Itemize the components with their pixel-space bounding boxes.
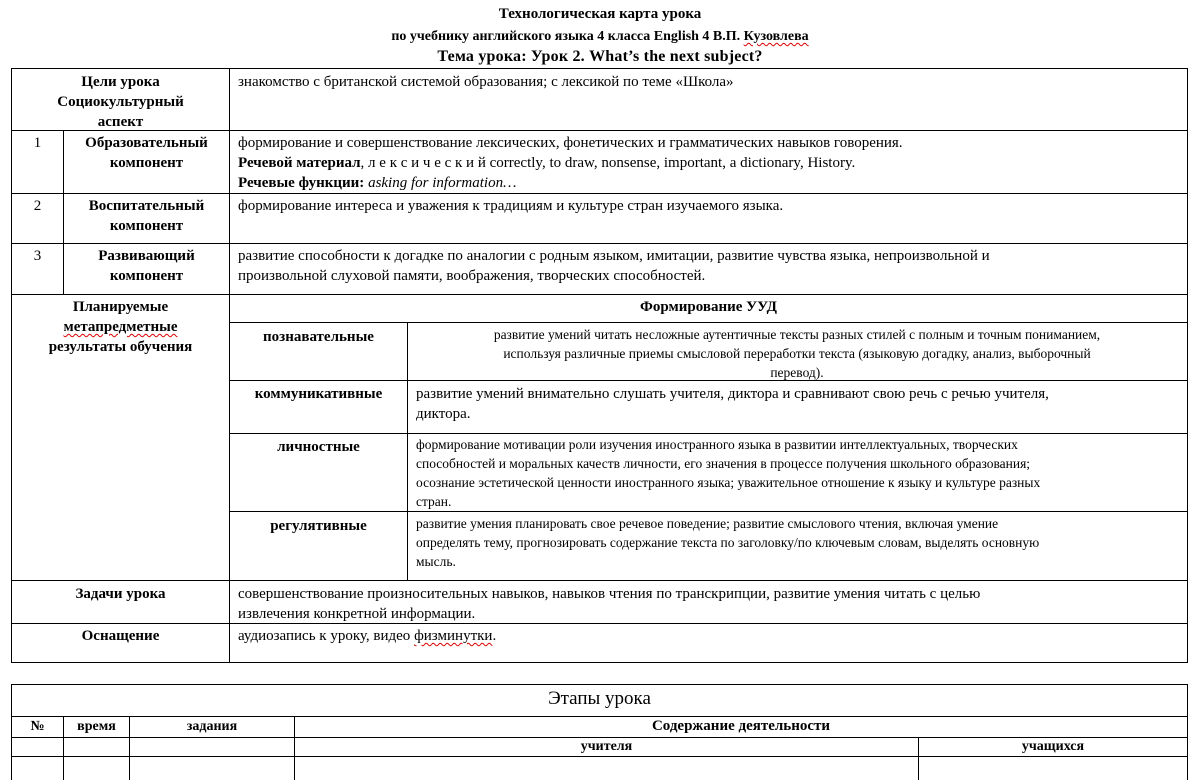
component-text-line: развитие способности к догадке по аналогии с родным языком, имитации, развитие чувства языка, непроизвольной и xyxy=(238,248,990,264)
component-label-line: Развивающий xyxy=(98,248,195,264)
component-number: 2 xyxy=(33,198,42,214)
component-content xyxy=(238,133,1183,193)
table-border-right xyxy=(1187,68,1188,663)
row-divider xyxy=(11,294,1188,295)
component-label-line: компонент xyxy=(109,155,184,171)
component-label-line: компонент xyxy=(109,268,184,284)
component-number: 1 xyxy=(33,135,42,151)
row-divider xyxy=(11,193,1188,194)
uud-regulatory-text xyxy=(416,514,1182,571)
speech-material-label: Речевой материал xyxy=(238,155,361,171)
equipment-text-word: физминутки xyxy=(414,628,493,644)
stages-divider xyxy=(11,756,1188,757)
uud-row-divider xyxy=(229,433,1188,434)
tasks-label: Задачи урока xyxy=(75,586,166,602)
stages-sub-teacher: учителя xyxy=(580,739,633,754)
uud-communicative-text xyxy=(416,384,1182,424)
uud-text-line: используя различные приемы смысловой переработки текста (языковую догадку, анализ, выборочный xyxy=(503,346,1091,361)
uud-text-line: развитие умений читать несложные аутентичные тексты разных стилей с полным и точным пониманием, xyxy=(493,327,1101,342)
uud-text-line: диктора. xyxy=(416,406,471,422)
uud-text-line: мысль. xyxy=(416,554,456,569)
table-border-bottom xyxy=(11,662,1188,663)
uud-text-line: осознание эстетической ценности иностранного языка; уважительное отношение к языку и культуре разных xyxy=(416,475,1041,490)
planned-label-line: Планируемые xyxy=(72,299,169,315)
stages-col-content: Содержание деятельности xyxy=(651,718,831,734)
speech-material xyxy=(238,153,1183,173)
table-border-left xyxy=(11,68,12,663)
lesson-topic: Тема урока: Урок 2. What’s the next subject? xyxy=(437,48,763,65)
component-text: формирование интереса и уважения к традициям и культуре стран изучаемого языка. xyxy=(238,198,784,214)
planned-label-word: метапредметные xyxy=(63,319,178,335)
stages-title: Этапы урока xyxy=(548,688,651,709)
stages-col-number: № xyxy=(30,719,45,734)
stages-col-time: время xyxy=(77,719,116,734)
uud-regulatory-label: регулятивные xyxy=(270,518,367,534)
equipment-text-prefix: аудиозапись к уроку, видео xyxy=(238,628,415,644)
uud-personal-label: личностные xyxy=(277,439,360,455)
table-border-top xyxy=(11,68,1188,69)
planned-results-label xyxy=(12,297,229,357)
uud-cognitive-label: познавательные xyxy=(263,329,374,345)
equipment-text-suffix: . xyxy=(492,628,497,644)
uud-column-divider xyxy=(407,322,408,580)
stages-border-right xyxy=(1187,684,1188,780)
uud-text-line: развитие умения планировать свое речевое поведение; развитие смыслового чтения, включая умение xyxy=(416,516,999,531)
component-text-line: произвольной слуховой памяти, воображения, творческих способностей. xyxy=(238,268,706,284)
speech-functions-label: Речевые функции: xyxy=(238,175,365,191)
row-divider xyxy=(11,243,1188,244)
component-label xyxy=(64,133,229,173)
column-divider xyxy=(229,68,230,663)
tasks-text xyxy=(238,584,1183,624)
uud-text-line: развитие умений внимательно слушать учителя, диктора и сравнивают свою речь с речью учителя, xyxy=(416,386,1049,402)
planned-label-line xyxy=(12,317,229,337)
uud-text-line: способностей и моральных качеств личности, его значения в процессе получения школьного образования; xyxy=(416,456,1031,471)
tasks-text-line: совершенствование произносительных навыков, навыков чтения по транскрипции, развитие умения читать с целью xyxy=(238,586,981,602)
component-label xyxy=(64,196,229,236)
uud-text-line: стран. xyxy=(416,494,452,509)
tasks-text-line: извлечения конкретной информации. xyxy=(238,606,476,622)
goals-label-line: Цели урока xyxy=(81,74,160,90)
stages-sub-students: учащихся xyxy=(1021,739,1085,754)
component-text xyxy=(238,246,1183,286)
stages-col-tasks: задания xyxy=(186,719,238,734)
document-title: Технологическая карта урока xyxy=(498,6,702,22)
component-text: формирование и совершенствование лексических, фонетических и грамматических навыков говорения. xyxy=(238,135,903,151)
author-name: Кузовлева xyxy=(743,29,809,44)
planned-label-line: результаты обучения xyxy=(48,339,193,355)
goals-label-line: аспект xyxy=(97,114,144,130)
speech-material-kind: , л е к с и ч е с к и й xyxy=(360,155,486,171)
uud-cognitive-text xyxy=(412,325,1182,382)
goals-label-line: Социокультурный xyxy=(57,94,184,110)
document-subtitle xyxy=(0,28,1200,45)
uud-communicative-label: коммуникативные xyxy=(254,386,383,402)
speech-material-words: correctly, to draw, nonsense, important, a dictionary, History. xyxy=(485,155,856,171)
uud-row-divider xyxy=(229,511,1188,512)
component-number: 3 xyxy=(33,248,42,264)
uud-divider xyxy=(229,322,1188,323)
uud-text-line: перевод). xyxy=(770,365,824,380)
uud-text-line: формирование мотивации роли изучения иностранного языка в развитии интеллектуальных, творческих xyxy=(416,437,1018,452)
speech-functions-value: asking for information… xyxy=(364,175,517,191)
row-divider xyxy=(11,580,1188,581)
equipment-text xyxy=(238,626,1183,646)
subtitle-text: по учебнику английского языка 4 класса English 4 В.П. xyxy=(391,29,744,44)
uud-title: Формирование УУД xyxy=(640,299,777,315)
component-label-line: Воспитательный xyxy=(88,198,205,214)
uud-personal-text xyxy=(416,435,1182,511)
goals-label xyxy=(12,72,229,132)
component-label-line: Образовательный xyxy=(85,135,208,151)
uud-text-line: определять тему, прогнозировать содержание текста по заголовку/по ключевым словам, выделять основную xyxy=(416,535,1040,550)
equipment-label: Оснащение xyxy=(81,628,160,644)
component-label-line: компонент xyxy=(109,218,184,234)
speech-functions xyxy=(238,173,1183,193)
goals-text: знакомство с британской системой образования; с лексикой по теме «Школа» xyxy=(238,74,734,90)
component-label xyxy=(64,246,229,286)
stages-border-top xyxy=(11,684,1188,685)
